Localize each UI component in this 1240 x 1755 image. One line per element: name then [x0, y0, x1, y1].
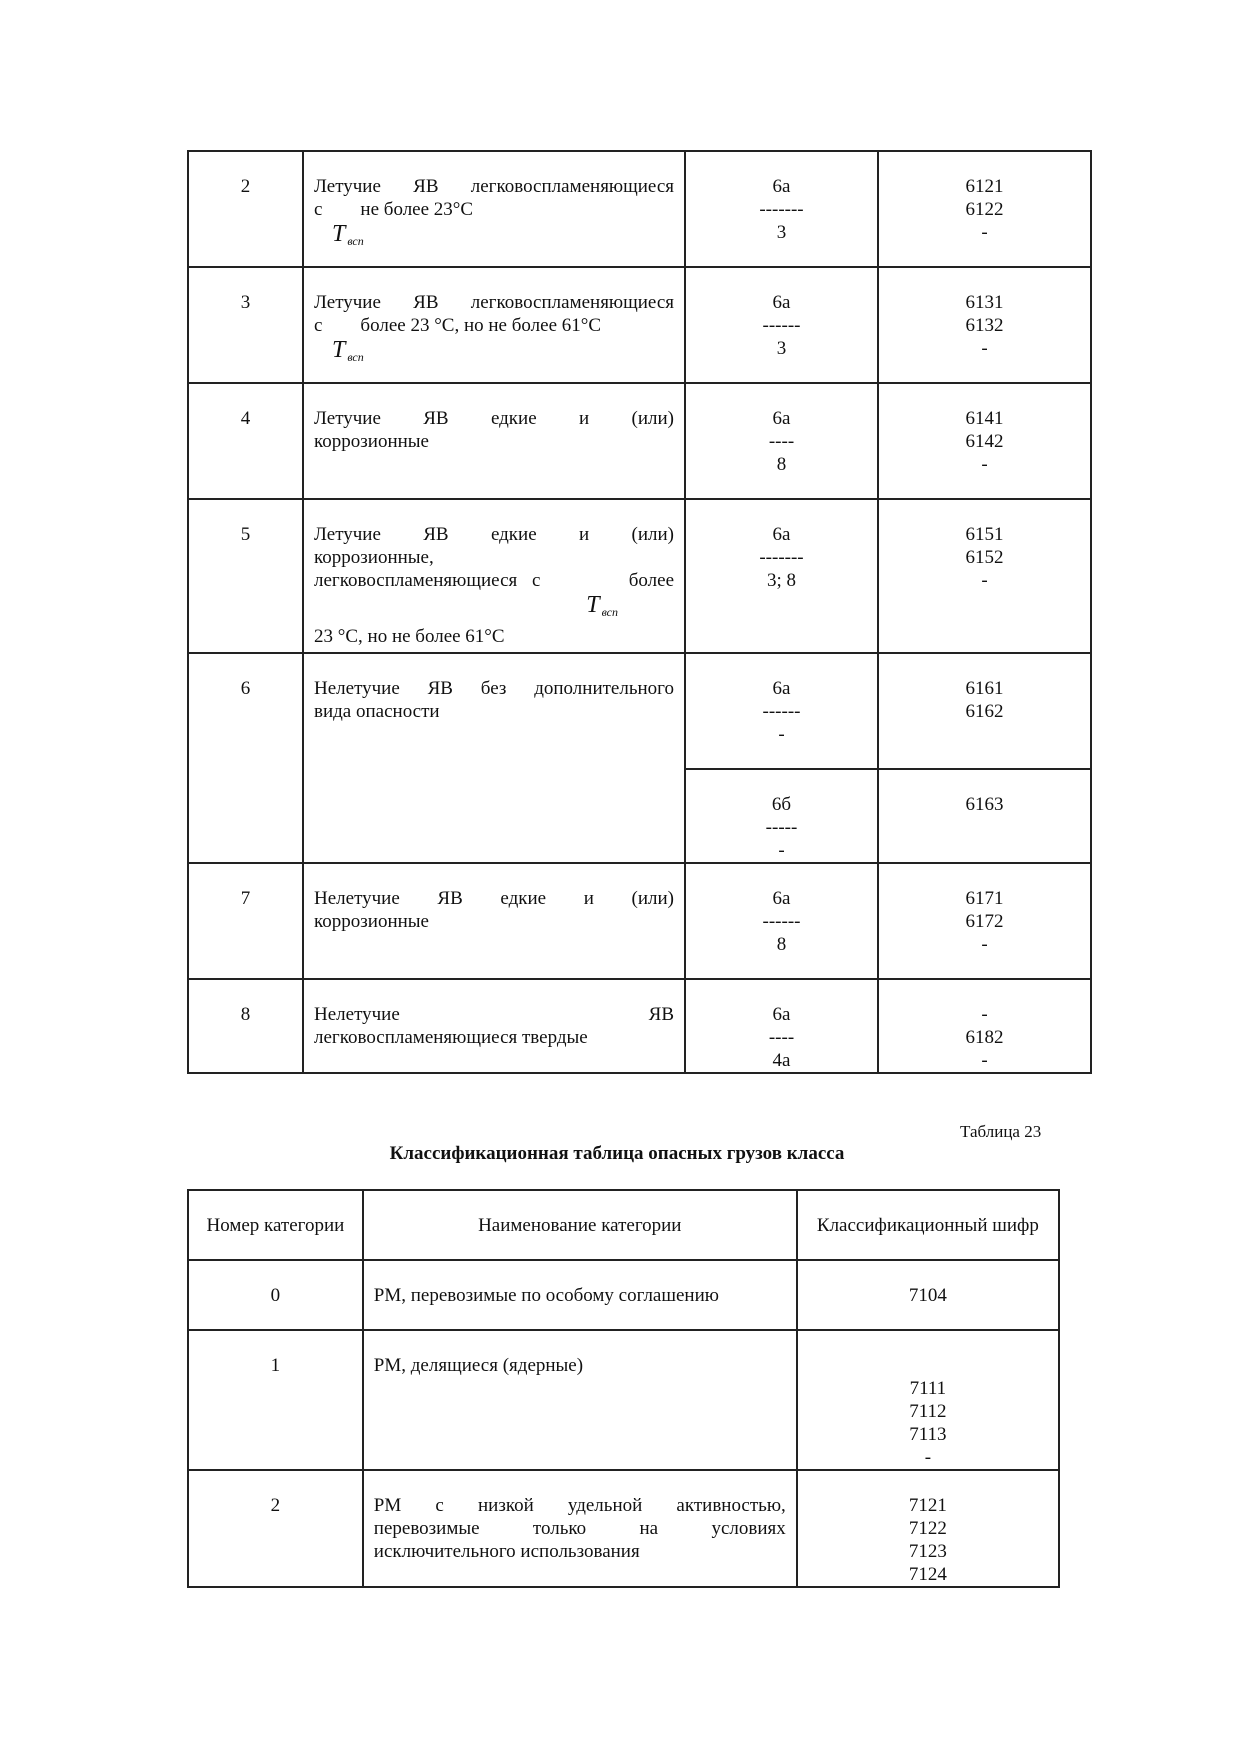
name-line: Летучие ЯВ легковоспламеняющиеся — [314, 292, 674, 313]
column-header: Номер категории — [188, 1190, 363, 1260]
category-name — [303, 383, 685, 499]
category-number: 2 — [188, 1470, 363, 1587]
category-number: 1 — [188, 1330, 363, 1470]
category-number: 0 — [188, 1260, 363, 1330]
name-line: Нелетучие ЯВ без дополнительного — [314, 678, 674, 699]
name-line: коррозионные — [314, 431, 429, 452]
category-number: 5 — [188, 499, 303, 653]
category-number: 3 — [188, 267, 303, 383]
name-line: коррозионные, — [314, 547, 434, 568]
flash-point-symbol: T $_{всп}$ — [332, 337, 364, 364]
classification-code: - 6182 - — [878, 979, 1091, 1073]
category-name — [363, 1470, 797, 1587]
classification-code: 6163 — [878, 769, 1091, 863]
name-line: РМ с низкой удельной активностью, — [373, 1495, 786, 1516]
classification-code: 6161 6162 — [878, 653, 1091, 769]
category-name — [303, 863, 685, 979]
category-name — [363, 1260, 797, 1330]
hazard-kind: 6а ------ 8 — [685, 863, 878, 979]
table-row — [188, 267, 1091, 383]
table-title: Классификационная таблица опасных грузов класса — [389, 1143, 845, 1164]
classification-code: 6121 6122 - — [878, 151, 1091, 267]
table-row — [188, 1330, 1059, 1470]
classification-code: 7121 7122 7123 7124 — [797, 1470, 1059, 1587]
hazard-kind: 6а ------- 3 — [685, 151, 878, 267]
name-line: Летучие ЯВ едкие и (или) — [314, 408, 674, 429]
hazard-kind: 6б ----- - — [685, 769, 878, 863]
name-line: РМ, делящиеся (ядерные) — [373, 1355, 584, 1376]
category-name — [303, 151, 685, 267]
table-row — [188, 1260, 1059, 1330]
category-name — [303, 653, 685, 863]
name-line: Нелетучие ЯВ едкие и (или) — [314, 888, 674, 909]
name-line: вида опасности — [314, 701, 440, 722]
table-row — [188, 863, 1091, 979]
category-number: 2 — [188, 151, 303, 267]
classification-code: 7104 — [797, 1260, 1059, 1330]
hazard-kind: 6а ------ 3 — [685, 267, 878, 383]
classification-code: 7111 7112 7113 - — [797, 1330, 1059, 1470]
name-line: РМ, перевозимые по особому соглашению — [373, 1285, 719, 1306]
name-line: с не более 23°С — [314, 199, 474, 220]
name-line: с более 23 °С, но не более 61°С — [314, 315, 602, 336]
name-line: Летучие ЯВ едкие и (или) — [314, 524, 674, 545]
flash-point-symbol: T $_{всп}$ — [332, 221, 364, 248]
hazard-kind: 6а ------- 3; 8 — [685, 499, 878, 653]
table-row — [188, 499, 1091, 653]
table-row — [188, 383, 1091, 499]
category-name — [303, 499, 685, 653]
classification-code: 6171 6172 - — [878, 863, 1091, 979]
flash-point-symbol: T $_{всп}$ — [586, 592, 618, 619]
name-line: легковоспламеняющиеся твердые — [314, 1027, 588, 1048]
category-number: 7 — [188, 863, 303, 979]
name-line: коррозионные — [314, 911, 429, 932]
classification-code: 6131 6132 - — [878, 267, 1091, 383]
name-line: перевозимые только на условиях — [373, 1518, 786, 1539]
table-row — [188, 1470, 1059, 1587]
hazard-kind: 6а ------ - — [685, 653, 878, 769]
table-header-row — [188, 1190, 1059, 1260]
hazard-kind: 6а ---- 8 — [685, 383, 878, 499]
name-line: 23 °С, но не более 61°С — [314, 626, 505, 647]
classification-code: 6151 6152 - — [878, 499, 1091, 653]
name-line: Нелетучие ЯВ — [314, 1004, 674, 1025]
class-7-classification-table — [187, 1189, 1060, 1588]
table-number: Таблица 23 — [960, 1122, 1042, 1141]
name-line: исключительного использования — [373, 1541, 640, 1562]
classification-code: 6141 6142 - — [878, 383, 1091, 499]
table-row — [188, 151, 1091, 267]
column-header: Наименование категории — [363, 1190, 797, 1260]
name-line: легковоспламеняющиеся с более — [314, 570, 674, 591]
category-number: 8 — [188, 979, 303, 1073]
name-line: Летучие ЯВ легковоспламеняющиеся — [314, 176, 674, 197]
table-row — [188, 653, 1091, 769]
category-name — [303, 267, 685, 383]
hazard-kind: 6а ---- 4а — [685, 979, 878, 1073]
category-name — [363, 1330, 797, 1470]
category-number: 6 — [188, 653, 303, 863]
category-name — [303, 979, 685, 1073]
table-row — [188, 979, 1091, 1073]
hazard-class-6-table — [187, 150, 1092, 1074]
column-header: Классификационный шифр — [797, 1190, 1059, 1260]
category-number: 4 — [188, 383, 303, 499]
